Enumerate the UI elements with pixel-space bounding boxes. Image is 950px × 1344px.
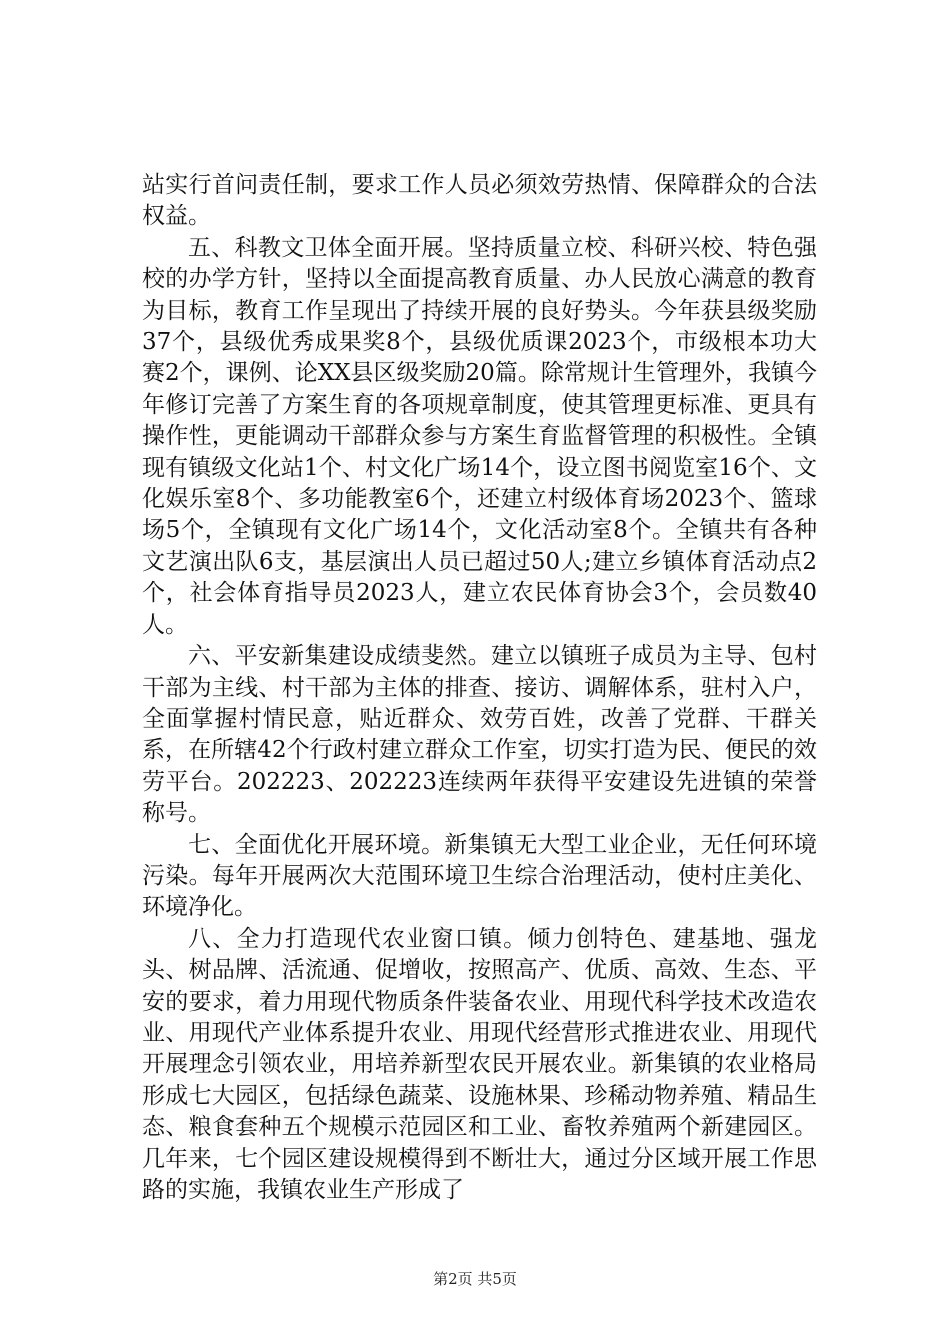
paragraph-section-5: 五、科教文卫体全面开展。坚持质量立校、科研兴校、特色强校的办学方针，坚持以全面提高教育质量、办人民放心满意的教育为目标，教育工作呈现出了持续开展的良好势头。今年获县级奖励37个，县级优秀成果奖8个，县级优质课2023个，市级根本功大赛2个，课例、论XX县区级奖励20篇。除常规计生管理外，我镇今年修订完善了方案生育的各项规章制度，使其管理更标准、更具有操作性，更能调动干部群众参与方案生育监督管理的积极性。全镇现有镇级文化站1个、村文化广场14个，设立图书阅览室16个、文化娱乐室8个、多功能教室6个，还建立村级体育场2023个、篮球场5个，全镇现有文化广场14个，文化活动室8个。全镇共有各种文艺演出队6支，基层演出人员已超过50人;建立乡镇体育活动点2个，社会体育指导员2023人，建立农民体育协会3个，会员数40人。	[142, 234, 817, 638]
paragraph-continuation: 站实行首问责任制，要求工作人员必须效劳热情、保障群众的合法权益。	[142, 172, 817, 230]
paragraph-section-7: 七、全面优化开展环境。新集镇无大型工业企业，无任何环境污染。每年开展两次大范围环境卫生综合治理活动，使村庄美化、环境净化。	[142, 831, 817, 921]
page-footer: 第2页 共5页	[433, 1270, 517, 1288]
document-body	[142, 170, 817, 1206]
paragraph-section-8: 八、全力打造现代农业窗口镇。倾力创特色、建基地、强龙头、树品牌、活流通、促增收，按照高产、优质、高效、生态、平安的要求，着力用现代物质条件装备农业、用现代科学技术改造农业、用现代产业体系提升农业、用现代经营形式推进农业、用现代开展理念引领农业，用培养新型农民开展农业。新集镇的农业格局形成七大园区，包括绿色蔬菜、设施林果、珍稀动物养殖、精品生态、粮食套种五个规模示范园区和工业、畜牧养殖两个新建园区。几年来，七个园区建设规模得到不断壮大，通过分区域开展工作思路的实施，我镇农业生产形成了	[142, 925, 817, 1203]
paragraph-section-6: 六、平安新集建设成绩斐然。建立以镇班子成员为主导、包村干部为主线、村干部为主体的排查、接访、调解体系，驻村入户，全面掌握村情民意，贴近群众、效劳百姓，改善了党群、干群关系，在所辖42个行政村建立群众工作室，切实打造为民、便民的效劳平台。202223、202223连续两年获得平安建设先进镇的荣誉称号。	[142, 643, 817, 827]
